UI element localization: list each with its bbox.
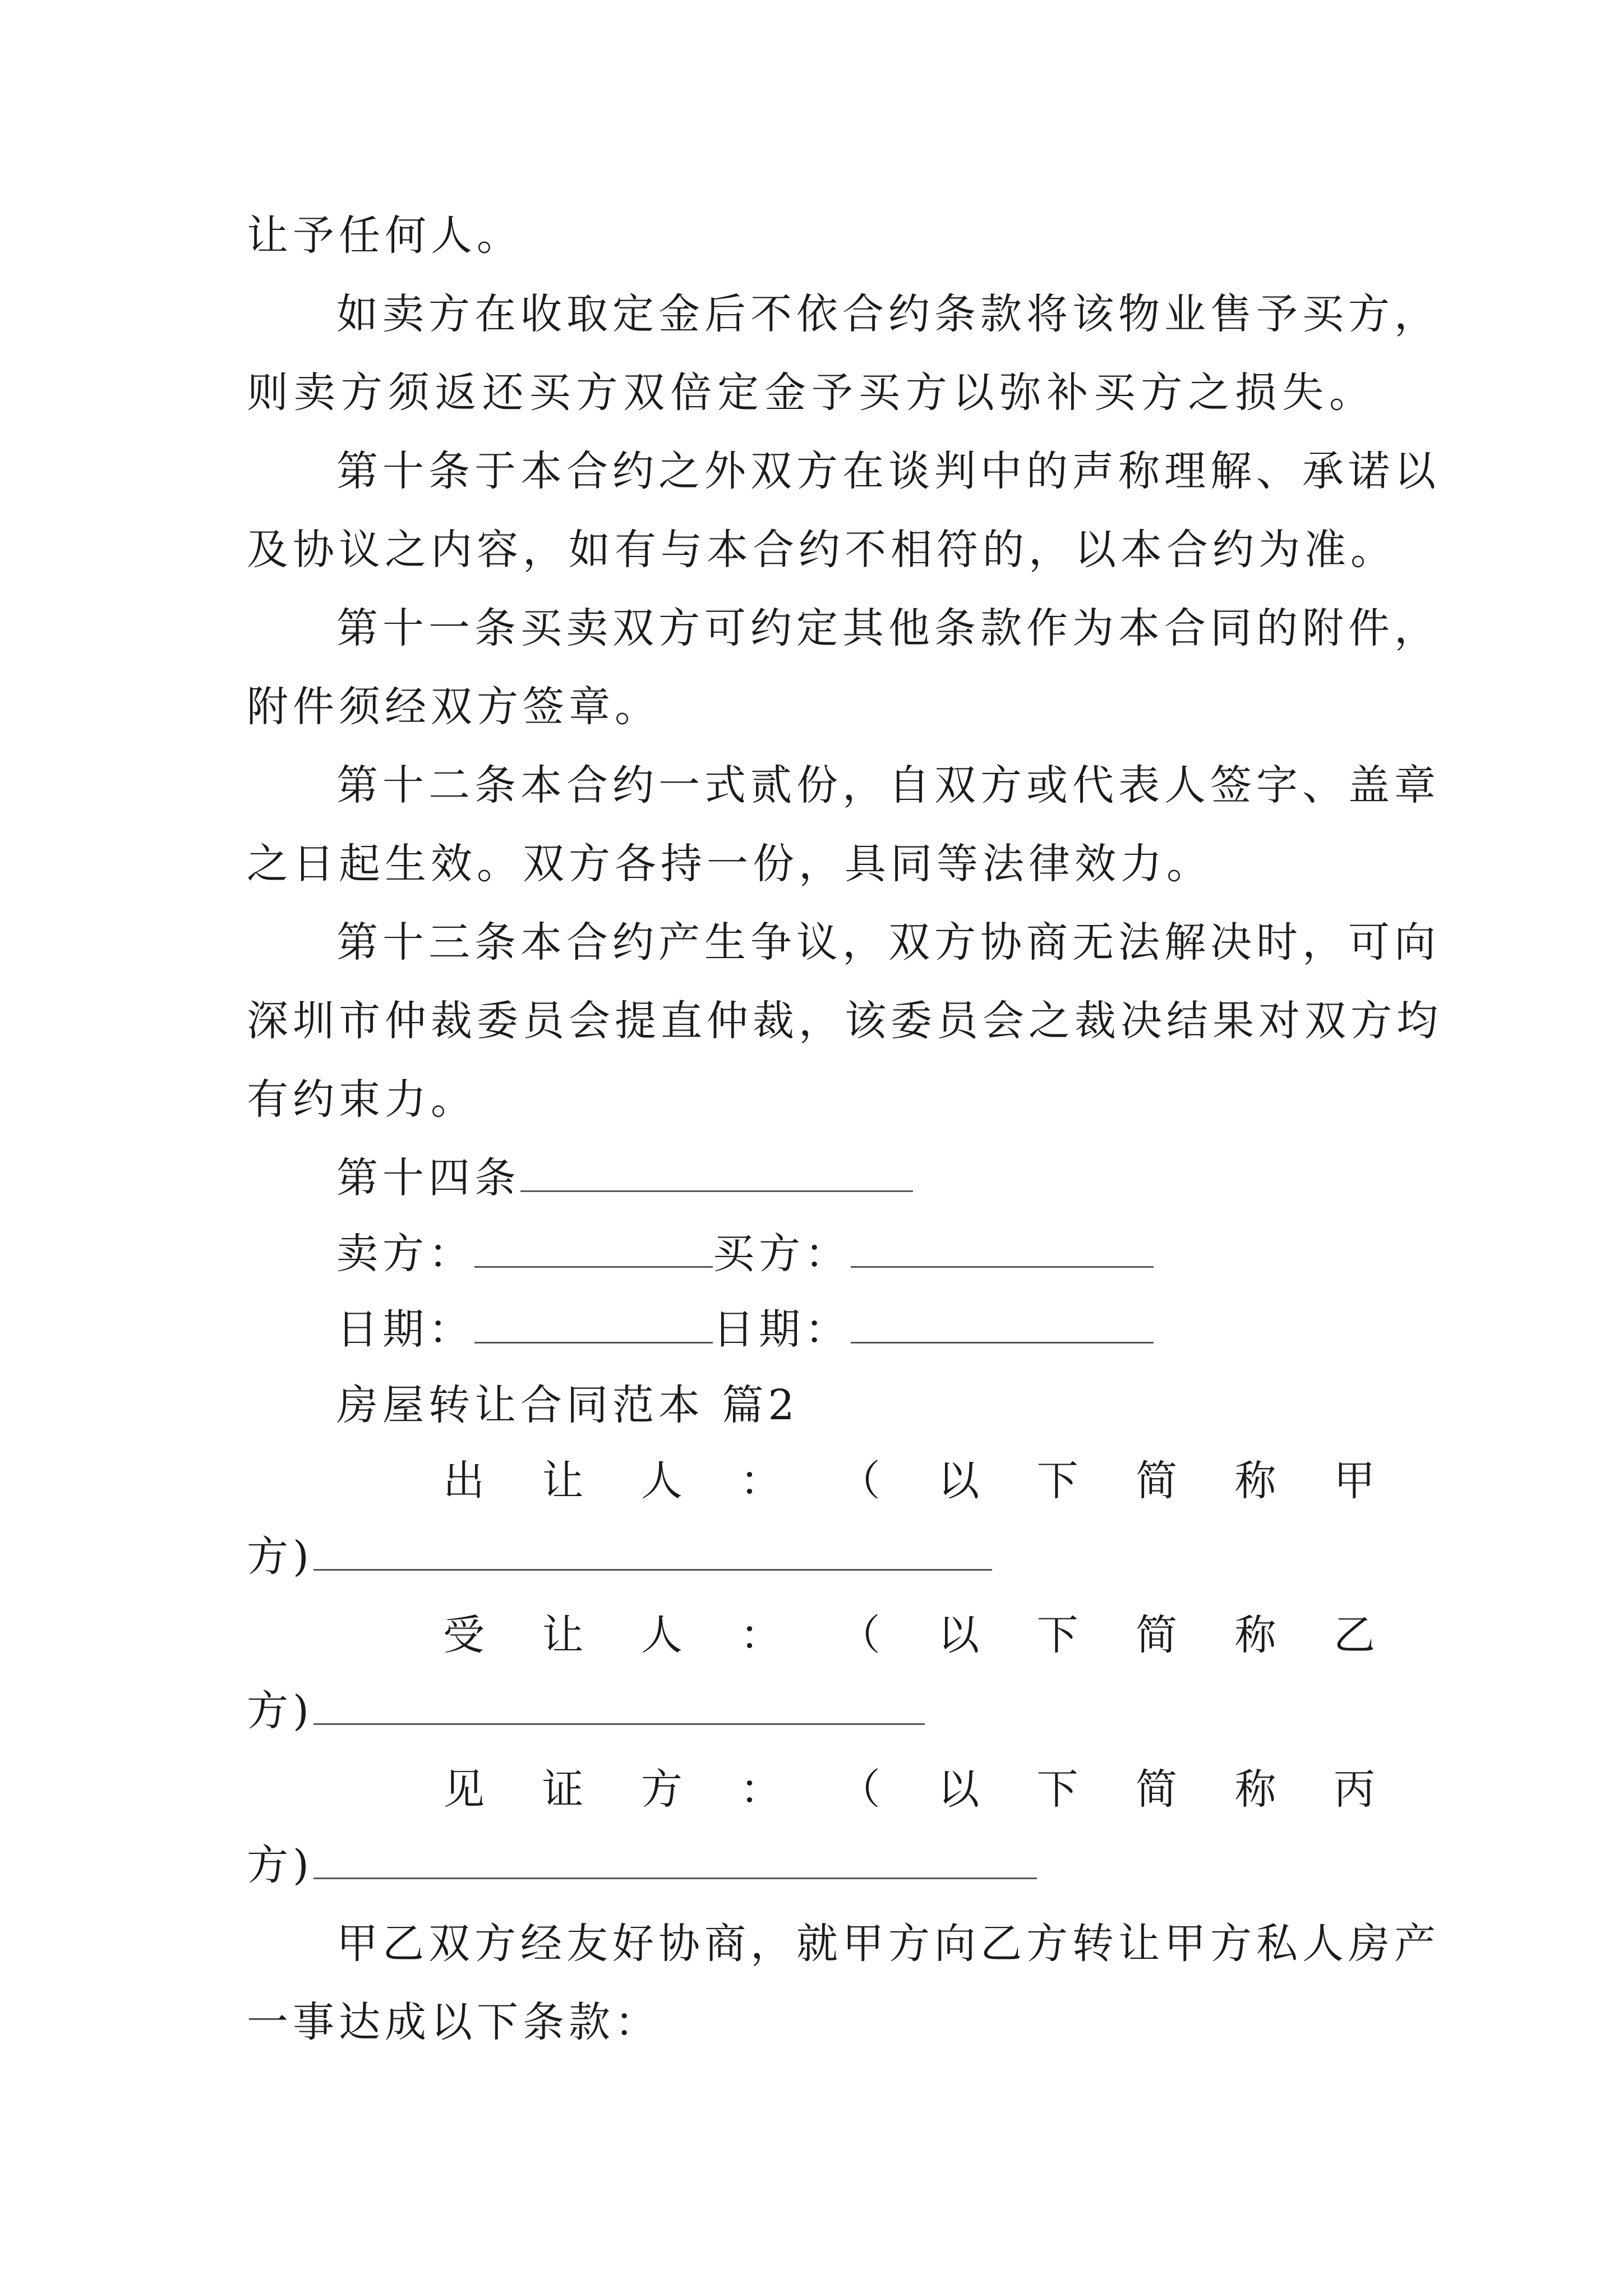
transferee-char: 下 [1036,1611,1078,1659]
date-blank-1[interactable] [474,1307,713,1343]
closing-line: 甲乙双方经友好协商，就甲方向乙方转让甲方私人房产 [336,1920,1440,1968]
witness-char: 丙 [1333,1765,1375,1814]
transferee-end: 方) [247,1687,313,1735]
article-14-line [336,1150,913,1206]
witness-char: 见 [443,1765,485,1814]
witness-char: 方 [640,1765,683,1814]
transferee-line [443,1607,1375,1663]
transferor-char: 下 [1036,1457,1078,1505]
transferor-line [443,1453,1375,1509]
transferee-char: （ [838,1611,880,1659]
transferee-char: 以 [938,1611,980,1659]
transferor-char: ： [740,1457,782,1505]
closing-line: 一事达成以下条款： [247,1998,661,2046]
body-line: 第十一条买卖双方可约定其他条款作为本合同的附件， [336,604,1440,652]
signature-line [336,1226,1154,1282]
transferor-char: 让 [542,1457,584,1505]
seller-blank[interactable] [474,1231,713,1268]
transferee-char: 称 [1234,1611,1276,1659]
transferor-char: 以 [938,1457,980,1505]
body-line: 深圳市仲裁委员会提直仲裁，该委员会之裁决结果对双方均 [247,997,1442,1045]
transferee-char: 人 [640,1611,683,1659]
body-line: 有约束力。 [247,1075,477,1124]
witness-blank[interactable] [313,1843,1037,1879]
seller-label: 卖方： [336,1230,474,1278]
body-line: 让予任何人。 [247,211,523,260]
witness-char: 下 [1036,1765,1078,1814]
date-line [336,1301,1154,1358]
date-label-1: 日期： [336,1305,474,1354]
transferor-char: 出 [443,1457,485,1505]
transferee-char: 让 [542,1611,584,1659]
transferee-char: 乙 [1333,1611,1375,1659]
witness-char: 以 [938,1765,980,1814]
witness-char: （ [838,1765,880,1814]
transferee-blank[interactable] [313,1688,925,1725]
witness-char: 称 [1234,1765,1276,1814]
body-line: 第十二条本合约一式贰份，自双方或代表人签字、盖章 [336,761,1440,809]
transferor-char: 称 [1234,1457,1276,1505]
date-label-2: 日期： [713,1305,851,1354]
section-title: 房屋转让合同范本 篇2 [336,1381,799,1429]
article-14-blank[interactable] [520,1156,913,1192]
date-blank-2[interactable] [851,1307,1154,1343]
transferor-char: 甲 [1333,1457,1375,1505]
body-line: 第十条于本合约之外双方在谈判中的声称理解、承诺以 [336,447,1440,495]
transferor-char: 简 [1136,1457,1178,1505]
transferee-char: 简 [1136,1611,1178,1659]
transferee-char: ： [740,1611,782,1659]
body-line: 第十三条本合约产生争议，双方协商无法解决时，可向 [336,918,1440,967]
witness-end-line [247,1837,1037,1893]
witness-char: 证 [542,1765,584,1814]
body-line: 之日起生效。双方各持一份，具同等法律效力。 [247,840,1212,888]
body-line: 如卖方在收取定金后不依合约条款将该物业售予买方， [336,290,1440,338]
transferor-end: 方) [247,1533,313,1581]
body-line: 及协议之内容，如有与本合约不相符的，以本合约为准。 [247,526,1396,574]
buyer-blank[interactable] [851,1231,1154,1268]
transferor-end-line [247,1529,992,1585]
buyer-label: 买方： [713,1230,851,1278]
witness-char: ： [740,1765,782,1814]
body-line: 附件须经双方签章。 [247,683,661,731]
body-line: 则卖方须返还买方双倍定金予买方以弥补买方之损失。 [247,369,1375,417]
witness-char: 简 [1136,1765,1178,1814]
witness-end: 方) [247,1841,313,1889]
article-14-label: 第十四条 [336,1154,520,1202]
transferor-char: （ [838,1457,880,1505]
transferor-blank[interactable] [313,1534,992,1571]
transferor-char: 人 [640,1457,683,1505]
transferee-char: 受 [443,1611,485,1659]
witness-line [443,1761,1375,1818]
transferee-end-line [247,1683,925,1739]
